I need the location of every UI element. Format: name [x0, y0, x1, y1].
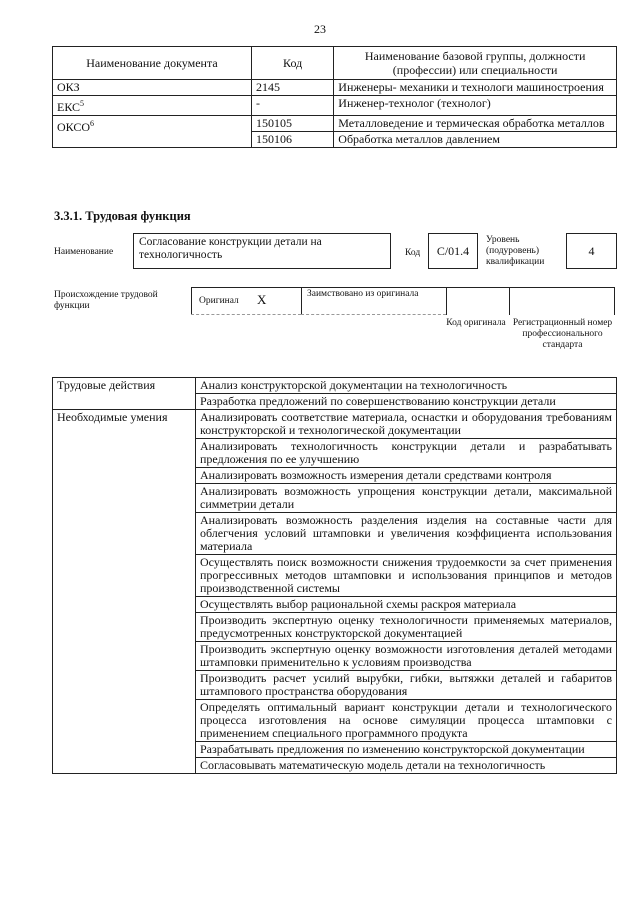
classification-table — [52, 46, 617, 148]
code-cell: 150106 — [251, 132, 333, 148]
doc-cell: ОКЗ — [53, 80, 252, 96]
level-box: 4 — [566, 233, 617, 269]
table-row — [53, 378, 617, 394]
table-row — [53, 96, 617, 116]
header-group-name: Наименование базовой группы, должности (профессии) или специальности — [334, 47, 617, 80]
reg-caption: Регистрационный номер профессионального стандарта — [512, 318, 613, 350]
doc-cell: ОКСО$^6$ — [53, 116, 252, 148]
doc-cell: ЕКС$^5$ — [53, 96, 252, 116]
table-row — [53, 410, 617, 439]
code-label: Код — [405, 248, 421, 258]
function-details-table — [52, 377, 617, 774]
skill-item: Анализировать возможность упрощения конструкции детали, максимальной симметрии детали — [196, 484, 617, 513]
section-title: 3.3.1. Трудовая функция — [54, 209, 191, 223]
borrowed-label: Заимствовано из оригинала — [307, 289, 419, 299]
code-caption: Код оригинала — [446, 318, 506, 328]
skill-item: Осуществлять выбор рациональной схемы раскроя материала — [196, 597, 617, 613]
name-cell: Инженер-технолог (технолог) — [334, 96, 617, 116]
original-label: Оригинал — [199, 296, 239, 306]
table-header-row — [53, 47, 617, 80]
labor-actions-label: Трудовые действия — [53, 378, 196, 410]
skill-item: Согласовывать математическую модель детали на технологичность — [196, 758, 617, 774]
skill-item: Осуществлять поиск возможности снижения трудоемкости за счет применения прогрессивных методов штамповки и использования принципов и методов производственной системы — [196, 555, 617, 597]
name-cell: Инженеры- механики и технологи машиностроения — [334, 80, 617, 96]
page-number: 23 — [314, 22, 326, 36]
table-row — [53, 80, 617, 96]
original-mark: X — [257, 292, 267, 307]
labor-action-item: Разработка предложений по совершенствованию конструкции детали — [196, 394, 617, 410]
code-cell: 150105 — [251, 116, 333, 132]
skill-item: Производить экспертную оценку технологичности применяемых материалов, предусмотренных конструкторской документацией — [196, 613, 617, 642]
header-code: Код — [251, 47, 333, 80]
code-cell: 2145 — [251, 80, 333, 96]
name-cell: Металловедение и термическая обработка металлов — [334, 116, 617, 132]
skill-item: Анализировать возможность измерения детали средствами контроля — [196, 468, 617, 484]
origin-label: Происхождение трудовой функции — [54, 290, 158, 311]
skill-item: Производить расчет усилий вырубки, гибки, вытяжки деталей и габаритов штампового пространства оборудования — [196, 671, 617, 700]
header-document: Наименование документа — [53, 47, 252, 80]
table-row — [53, 116, 617, 132]
function-name-box: Согласование конструкции детали на технологичность — [133, 233, 391, 269]
skill-item: Анализировать возможность разделения изделия на составные части для облегчения условий штамповки и увеличения коэффициента использования материала — [196, 513, 617, 555]
name-cell: Обработка металлов давлением — [334, 132, 617, 148]
required-skills-label: Необходимые умения — [53, 410, 196, 774]
skill-item: Определять оптимальный вариант конструкции детали и технологического процесса изготовления на основе симуляции процесса штамповки с применением специального программного продукта — [196, 700, 617, 742]
skill-item: Разрабатывать предложения по изменению конструкторской документации — [196, 742, 617, 758]
level-label: Уровень (подуровень) квалификации — [486, 235, 545, 267]
name-label: Наименование — [54, 247, 114, 257]
code-cell: - — [251, 96, 333, 116]
skill-item: Производить экспертную оценку возможности изготовления деталей методами штамповки применительно к условиям производства — [196, 642, 617, 671]
function-code-box: С/01.4 — [428, 233, 478, 269]
skill-item: Анализировать соответствие материала, оснастки и оборудования требованиям конструкторской и технологической документации — [196, 410, 617, 439]
labor-action-item: Анализ конструкторской документации на технологичность — [196, 378, 617, 394]
skill-item: Анализировать технологичность конструкции детали и разрабатывать предложения по ее улучшению — [196, 439, 617, 468]
